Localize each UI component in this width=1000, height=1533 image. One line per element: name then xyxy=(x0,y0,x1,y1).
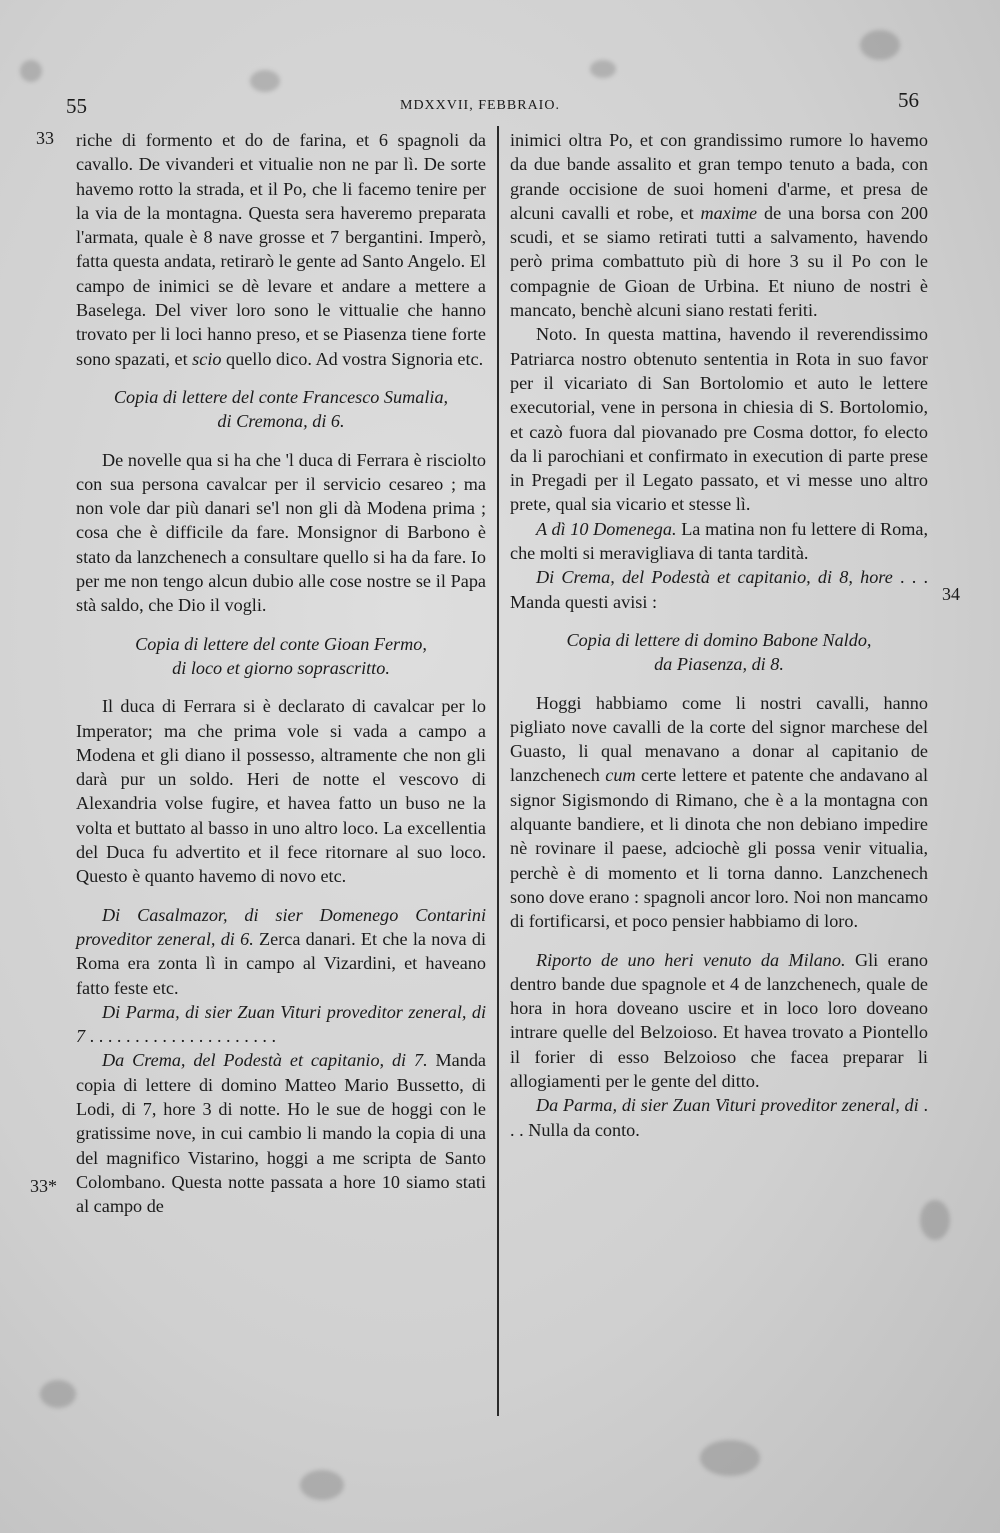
letter-heading: Copia di lettere del conte Francesco Sumalia, di Cremona, di 6. xyxy=(113,386,449,432)
right-column xyxy=(510,128,928,1142)
paragraph: Di Crema, del Podestà et capitanio, di 8, hore . . . Manda questi avisi : xyxy=(510,567,928,612)
paragraph: Riporto de uno heri venuto da Milano. Gli erano dentro bande due spagnole et 4 de lanzchenech, quale de hora in hora doveano uscire et in loco loro doveano intrare quelle del Belzoioso. Et havea trovato a Piontello il forier di esso Belzoioso che facea preparar li allogiamenti per le gente del ditto. xyxy=(510,949,928,1091)
page-number-right: 56 xyxy=(898,88,919,112)
paragraph: A dì 10 Domenega. La matina non fu lettere di Roma, che molti si meravigliava di tanta tardità. xyxy=(510,518,928,564)
margin-note-33: 33 xyxy=(36,128,54,148)
paragraph: Noto. In questa mattina, havendo il reverendissimo Patriarca nostro obtenuto sententia in Rota in suo favor per il vicariato di San Bortolomio et auto le lettere executorial, vene in persona in chiesia di S. Bortolomio, et cazò fuora dal piovanado pre Cosma dottor, fo electo da li parochiani et confirmato in execution di parte prese in Pregadi per il Legato passato, et vi messe uno altro prete, qual sia vicario et stesse lì. xyxy=(510,324,928,515)
margin-note-33-star: 33* xyxy=(30,1176,57,1196)
page-header xyxy=(0,88,1000,124)
page-number-left: 55 xyxy=(66,94,87,118)
paragraph: Da Parma, di sier Zuan Vituri proveditor zeneral, di . . . Nulla da conto. xyxy=(510,1095,929,1140)
paragraph: Hoggi habbiamo come li nostri cavalli, hanno pigliato nove cavalli de la corte del signor marchese del Guasto, li qual menavano a donar al capitanio de lanzchenech cum certe lettere et patente che andavano al signor Sigismondo di Rimano, che è a la montagna con alquante bandiere, et li dinota che non debiano impedire nè rovinare il paese, adciochè gli possa venir vitualia, perchè è di momento et li torna danno. Lanzchenech sono dove erano : spagnoli ancor loro. Noi non mancamo di fortificarsi, et poco pensier habbiamo di loro. xyxy=(510,692,928,932)
paragraph: De novelle qua si ha che 'l duca di Ferrara è risciolto con sua persona cavalcar per il servicio cesareo ; ma non vole dar più danari se'l non gli dà Modena prima ; cosa che è difficile da fare. Monsignor di Barbono è stato da lanzchenech a consultare quello si ha da fare. Io per me non tengo alcun dubio alle cose nostre se il Papa stà saldo, che Dio il vogli. xyxy=(76,449,486,616)
letter-heading: Copia di lettere di domino Babone Naldo, da Piasenza, di 8. xyxy=(566,629,872,675)
paragraph: Il duca di Ferrara si è declarato di cavalcar per lo Imperator; ma che prima vole si vada a campo a Modena et gli diano il possesso, altramente che non gli darà pur un soldo. Heri de notte el vescovo di Alexandria volse fugire, et havea fatto un buso ne la volta et buttato al basso in uno altro loco. La excellentia del Duca fu advertito et il fece ritornare al suo loco. Questo è quanto havemo di novo etc. xyxy=(76,696,486,887)
paragraph: riche di formento et do de farina, et 6 spagnoli da cavallo. De vivanderi et vitualie non ne par lì. De sorte havemo rotto la strada, et il Po, che li facemo tenire per la via de la montagna. Questa sera haveremo preparata l'armata, quale è 8 nave grosse et 7 bergantini. Imperò, fatta questa andata, retirarò le gente ad Santo Angelo. El campo de inimici se dè levare et andare a mettere a Baselega. Del viver loro sono le vittualie che hanno trovato per li loci hanno preso, et se Piasenza tiene forte sono spazati, et scio quello dico. Ad vostra Signoria etc. xyxy=(76,130,486,369)
letter-heading: Copia di lettere del conte Gioan Fermo, di loco et giorno soprascritto. xyxy=(135,633,427,678)
paragraph: Di Parma, di sier Zuan Vituri proveditor zeneral, di 7 . . . . . . . . . . . . . . . . . . . . . xyxy=(76,1001,486,1047)
left-column xyxy=(76,128,486,1218)
paragraph: inimici oltra Po, et con grandissimo rumore lo havemo da due bande assalito et gran tempo tenuto a bada, con grande occisione de suoi homeni d'arme, et presa de alcuni cavalli et robe, et maxime de una borsa con 200 scudi, et se siamo retirati tutti a salvamento, havendo però prima combattuto più di hore 3 su il Po con le compagnie de Gioan de Urbina. Et niuno de nostri è mancato, benchè alcuni siano restati feriti. xyxy=(510,130,928,321)
paragraph: Da Crema, del Podestà et capitanio, di 7. Manda copia di lettere di domino Matteo Mario Bussetto, di Lodi, di 7, hore 3 di notte. Ho le sue de hoggi con le gratissime nove, in cui cambio li mando la copia di una del magnifico Vistarino, hoggi a me scripta de Santo Colombano. Questa notte passata a hore 10 siamo stati al campo de xyxy=(76,1050,486,1217)
column-divider xyxy=(497,126,499,1416)
margin-note-34: 34 xyxy=(942,584,960,604)
paragraph: Di Casalmazor, di sier Domenego Contarini proveditor zeneral, di 6. Zerca danari. Et che la nova di Roma era zonta lì in campo al Vizardini, et haveano fatto feste etc. xyxy=(76,904,486,998)
running-title: MDXXVII, FEBBRAIO. xyxy=(400,98,560,113)
